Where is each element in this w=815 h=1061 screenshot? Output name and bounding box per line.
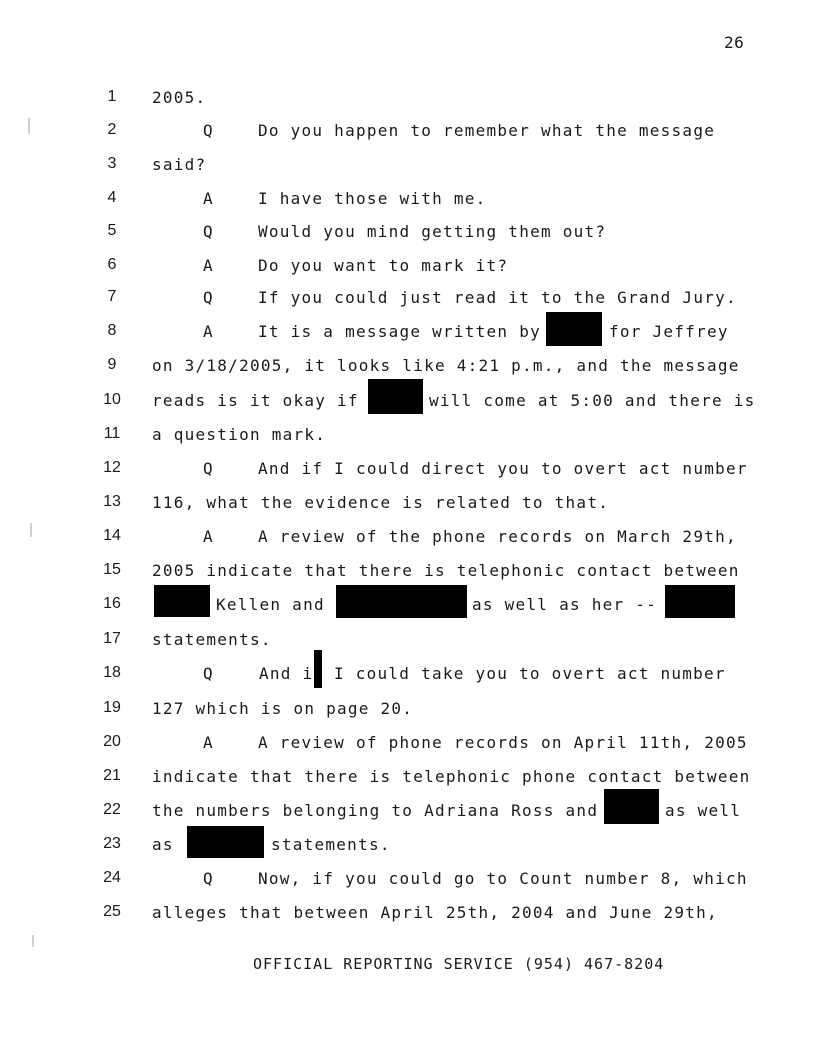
line-text: as [152,835,174,854]
line-text: indicate that there is telephonic phone contact between [152,767,751,786]
line-text: on 3/18/2005, it looks like 4:21 p.m., and the message [152,356,740,375]
transcript-line [0,493,815,527]
line-number: 21 [103,767,121,784]
line-number: 20 [103,733,121,750]
line-number: 24 [103,869,121,886]
line-text: I have those with me. [258,189,487,208]
speaker-mark: Q [203,664,213,683]
line-text: reads is it okay if [152,391,359,410]
line-text: 2005 indicate that there is telephonic contact between [152,561,740,580]
transcript-line [0,767,815,801]
line-text: And if I could direct you to overt act number [258,459,748,478]
line-number: 4 [107,189,117,206]
line-number: 23 [103,835,121,852]
line-number: 15 [103,561,121,578]
redaction-block [336,585,467,618]
speaker-mark: A [203,733,213,752]
speaker-mark: A [203,189,213,208]
transcript-line [0,903,815,937]
line-text: Kellen and [216,595,325,614]
transcript-line [0,222,815,256]
line-number: 6 [107,256,117,273]
redaction-block [154,585,210,617]
line-text: Now, if you could go to Count number 8, which [258,869,748,888]
line-text: A review of phone records on April 11th, 2005 [258,733,748,752]
page-number: 26 [724,33,745,52]
line-number: 16 [103,595,121,612]
line-number: 8 [107,322,117,339]
line-text: as well as her -- [472,595,658,614]
transcript-line [0,322,815,356]
speaker-mark: A [203,256,213,275]
speaker-mark: Q [203,121,213,140]
line-number: 11 [103,425,121,442]
reporting-service-footer: OFFICIAL REPORTING SERVICE (954) 467-8204 [253,955,665,973]
line-text: Would you mind getting them out? [258,222,607,241]
redaction-block [604,789,659,824]
line-number: 22 [103,801,121,818]
line-number: 10 [103,391,121,408]
line-text: A review of the phone records on March 29th, [258,527,737,546]
line-number: 19 [103,699,121,716]
transcript-line [0,256,815,290]
line-text: statements. [271,835,391,854]
line-number: 1 [107,88,117,105]
line-text: as well [665,801,742,820]
transcript-line [0,288,815,322]
transcript-line [0,155,815,189]
transcript-line [0,869,815,903]
line-text: said? [152,155,207,174]
line-text: Do you happen to remember what the message [258,121,716,140]
line-text: a question mark. [152,425,327,444]
line-text: 2005. [152,88,207,107]
transcript-line [0,459,815,493]
speaker-mark: Q [203,459,213,478]
line-number: 7 [107,288,117,305]
speaker-mark: A [203,322,213,341]
transcript-line [0,121,815,155]
line-number: 18 [103,664,121,681]
line-text: for Jeffrey [609,322,729,341]
line-number: 13 [103,493,121,510]
transcript-line [0,88,815,122]
transcript-line [0,527,815,561]
speaker-mark: Q [203,869,213,888]
line-number: 5 [107,222,117,239]
speaker-mark: Q [203,222,213,241]
transcript-line [0,425,815,459]
line-text: statements. [152,630,272,649]
transcript-line [0,189,815,223]
line-number: 2 [107,121,117,138]
redaction-block [368,379,423,414]
line-number: 12 [103,459,121,476]
line-text: If you could just read it to the Grand Jury. [258,288,737,307]
redaction-block [665,585,735,618]
line-text: It is a message written by [258,322,541,341]
line-number: 17 [103,630,121,647]
transcript-line [0,835,815,869]
line-number: 9 [107,356,117,373]
transcript-line [0,699,815,733]
line-text: And i [259,664,314,683]
line-number: 14 [103,527,121,544]
redaction-block [187,826,264,858]
line-text: will come at 5:00 and there is [429,391,756,410]
redaction-block [546,312,602,346]
line-text: alleges that between April 25th, 2004 and June 29th, [152,903,718,922]
line-number: 25 [103,903,121,920]
line-text: Do you want to mark it? [258,256,509,275]
transcript-line [0,801,815,835]
line-text: 116, what the evidence is related to that. [152,493,610,512]
line-text: the numbers belonging to Adriana Ross and [152,801,599,820]
transcript-line [0,733,815,767]
redaction-block [314,650,322,688]
speaker-mark: Q [203,288,213,307]
line-text: I could take you to overt act number [334,664,726,683]
line-text: 127 which is on page 20. [152,699,414,718]
transcript-line [0,664,815,698]
line-number: 3 [107,155,117,172]
speaker-mark: A [203,527,213,546]
transcript-line [0,630,815,664]
